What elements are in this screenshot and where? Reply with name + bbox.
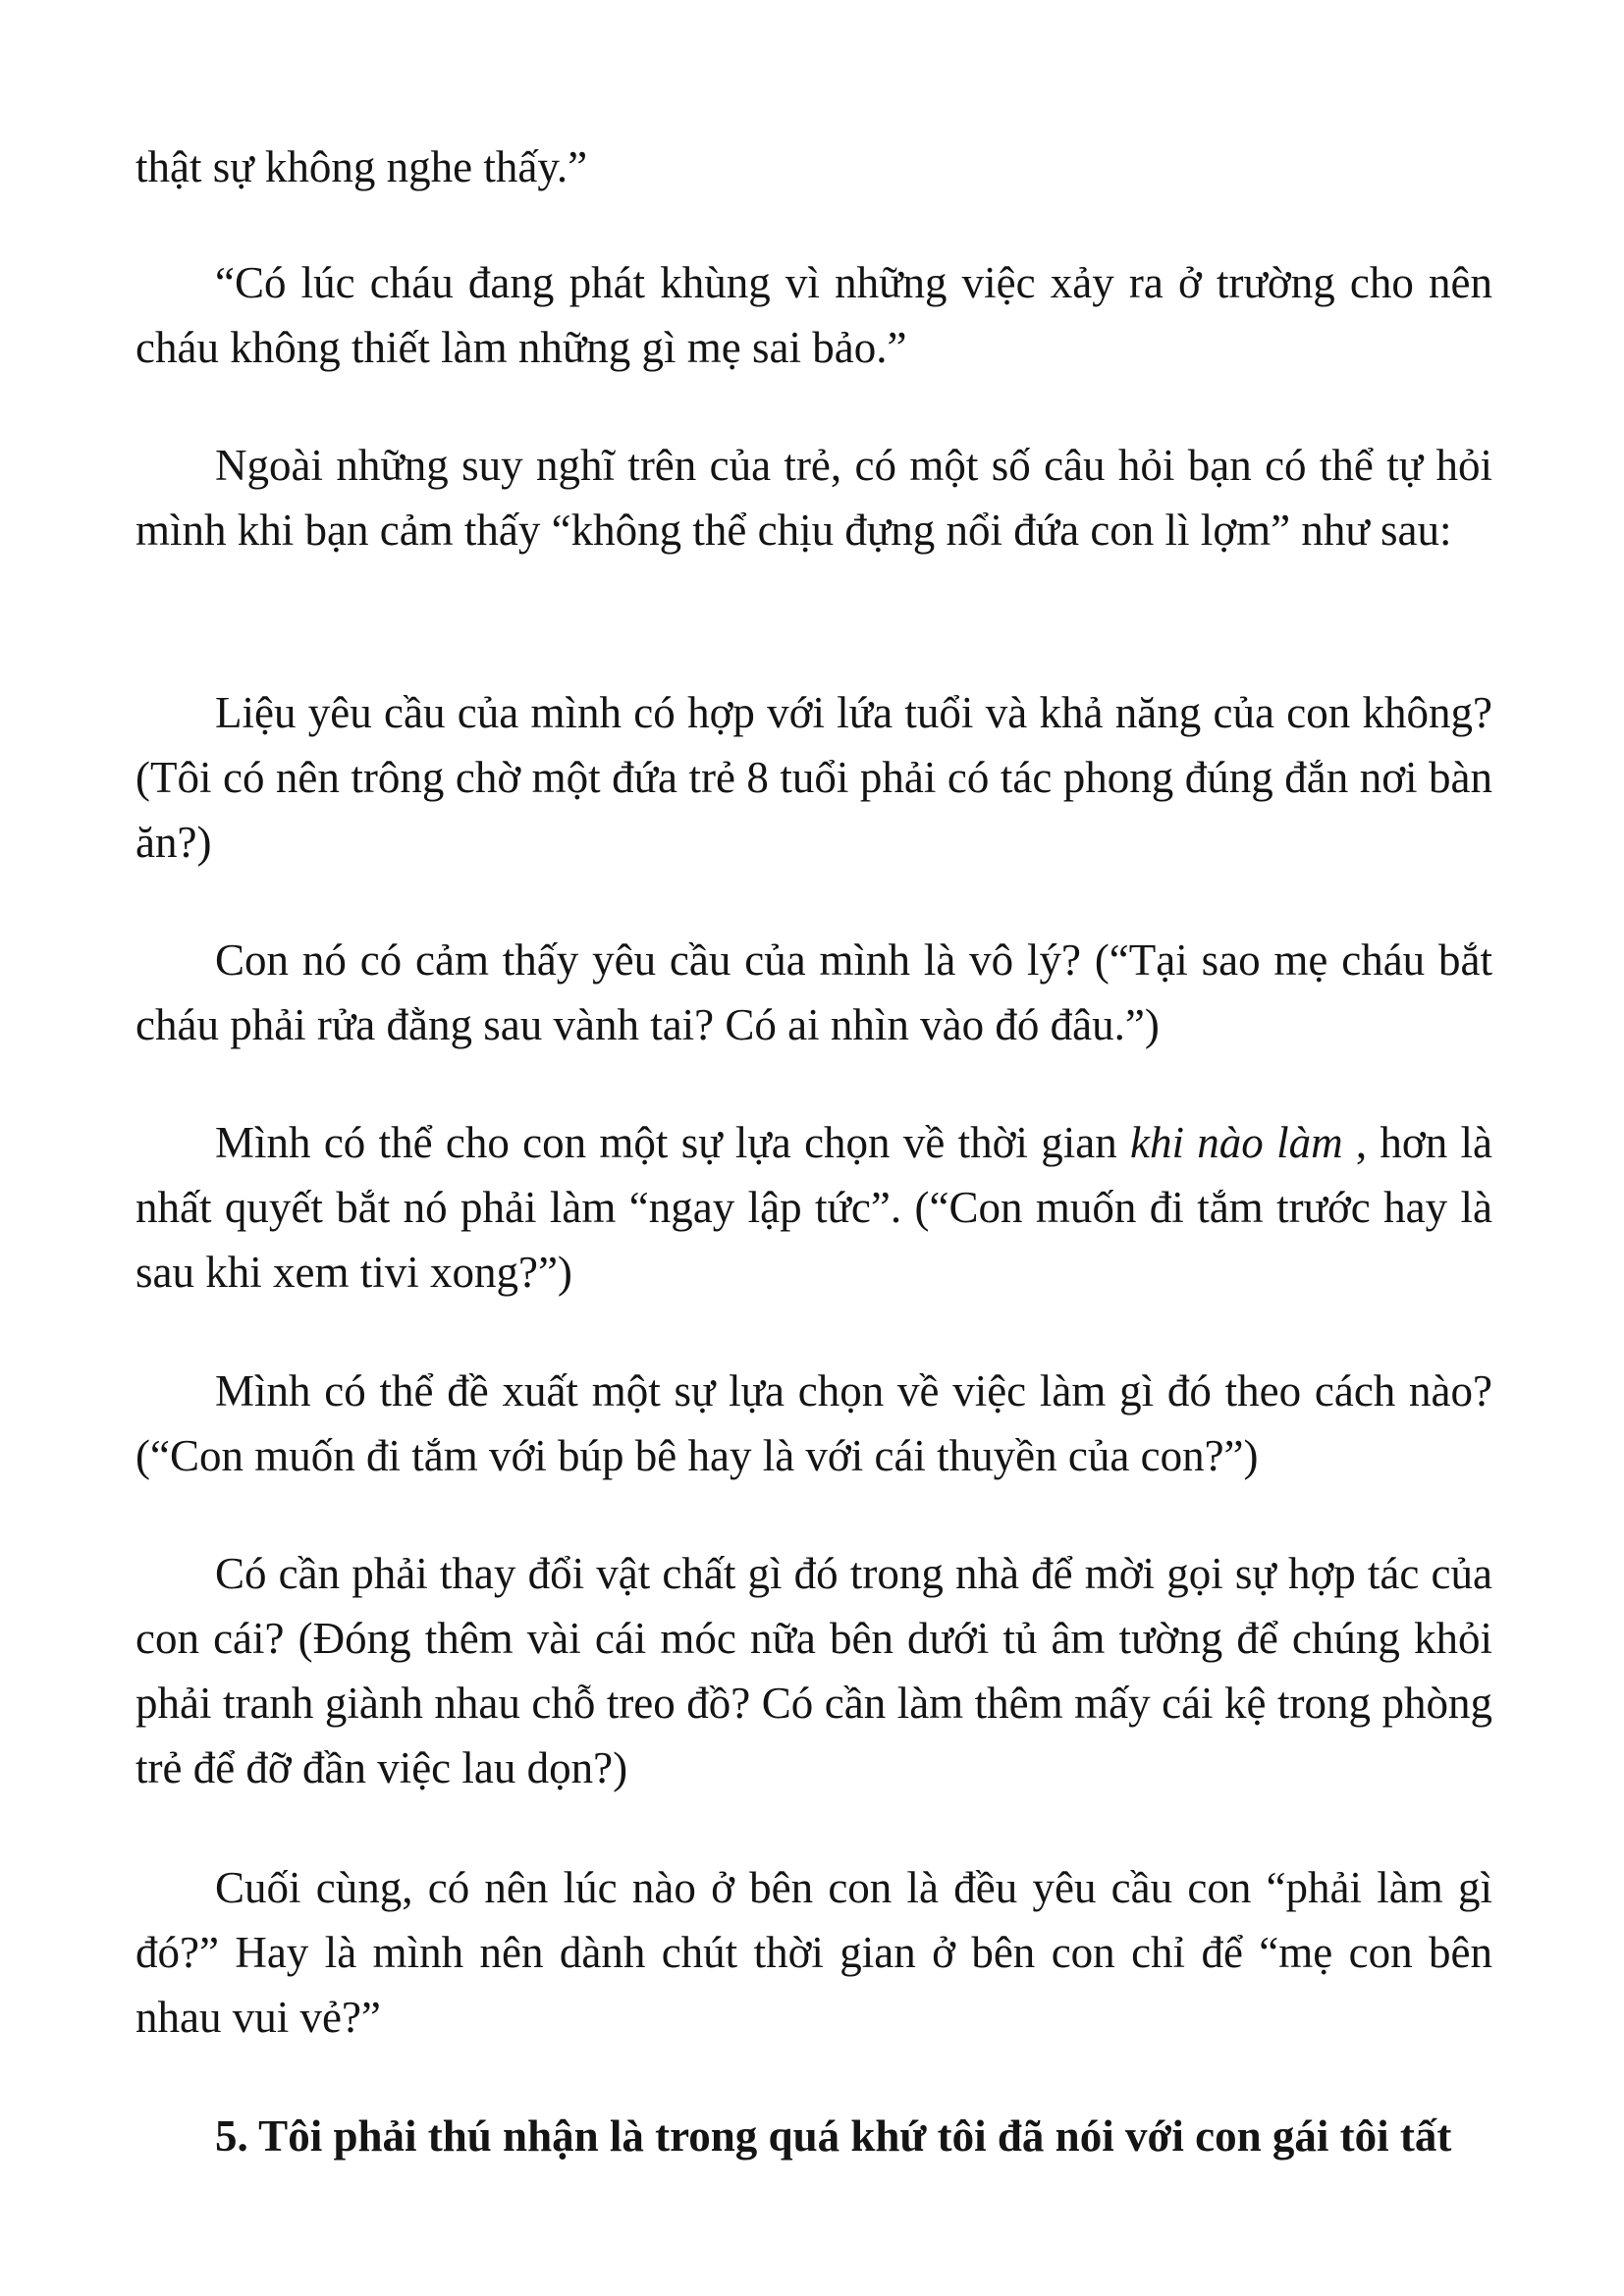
paragraph-choice-of-time-start: Mình có thể cho con một sự lựa chọn về thời gian bbox=[215, 1118, 1130, 1167]
paragraph-choice-of-way: Mình có thể đề xuất một sự lựa chọn về việc làm gì đó theo cách nào? (“Con muốn đi tắm với búp bê hay là với cái thuyền của con?”) bbox=[135, 1366, 1492, 1480]
paragraph-physical-changes: Có cần phải thay đổi vật chất gì đó trong nhà để mời gọi sự hợp tác của con cái? (Đóng thêm vài cái móc nữa bên dưới tủ âm tường để chúng khỏi phải tranh giành nhau chỗ treo đồ? Có cần làm thêm mấy cái kệ trong phòng trẻ để đỡ đần việc lau dọn?) bbox=[135, 1549, 1492, 1792]
paragraph-quote-school: “Có lúc cháu đang phát khùng vì những việc xảy ra ở trường cho nên cháu không thiết làm những gì mẹ sai bảo.” bbox=[135, 258, 1492, 372]
paragraph-self-questions-intro: Ngoài những suy nghĩ trên của trẻ, có một số câu hỏi bạn có thể tự hỏi mình khi bạn cảm thấy “không thể chịu đựng nổi đứa con lì lợm” như sau: bbox=[135, 441, 1492, 555]
paragraph-choice-of-time-end: , hơn là nhất quyết bắt nó phải làm “ngay lập tức”. (“Con muốn đi tắm trước hay là sau khi xem tivi xong?”) bbox=[135, 1118, 1492, 1297]
paragraph-finally: Cuối cùng, có nên lúc nào ở bên con là đều yêu cầu con “phải làm gì đó?” Hay là mình nên dành chút thời gian ở bên con chỉ để “mẹ con bên nhau vui vẻ?” bbox=[135, 1863, 1492, 2042]
italic-phrase-when-to-do: khi nào làm bbox=[1130, 1118, 1343, 1167]
paragraph-choice-of-time bbox=[135, 1110, 1492, 1305]
paragraph-age-appropriate: Liệu yêu cầu của mình có hợp với lứa tuổi và khả năng của con không? (Tôi có nên trông chờ một đứa trẻ 8 tuổi phải có tác phong đúng đắn nơi bàn ăn?) bbox=[135, 688, 1492, 867]
section-heading-5: 5. Tôi phải thú nhận là trong quá khứ tôi đã nói với con gái tôi tất bbox=[215, 2111, 1452, 2161]
paragraph-unreasonable-request: Con nó có cảm thấy yêu cầu của mình là vô lý? (“Tại sao mẹ cháu bắt cháu phải rửa đằng sau vành tai? Có ai nhìn vào đó đâu.”) bbox=[135, 935, 1492, 1049]
paragraph-continuation: thật sự không nghe thấy.” bbox=[135, 142, 588, 191]
